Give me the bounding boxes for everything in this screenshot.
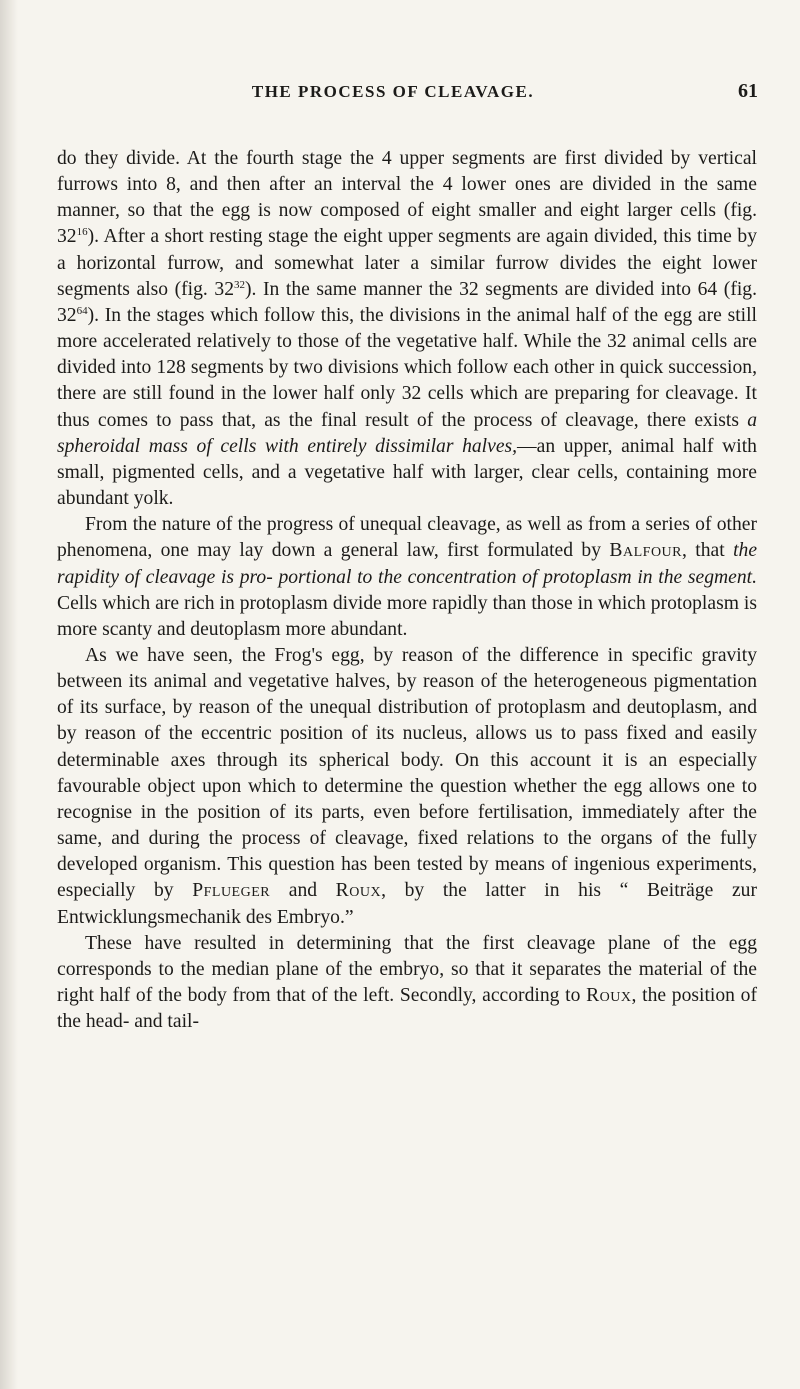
running-head: THE PROCESS OF CLEAVAGE.	[251, 82, 535, 101]
paragraph-2	[57, 512, 757, 643]
text-run: , the position of the head- and tail-	[57, 985, 757, 1033]
paragraph-3	[57, 643, 757, 931]
text-run: , by the latter in his “ Beiträge zur Entwicklungsmechanik des Embryo.”	[57, 880, 757, 928]
text-run: and	[270, 880, 336, 902]
text-run: , that	[682, 540, 734, 562]
author-name: Roux	[586, 985, 632, 1006]
paragraph-1	[57, 146, 757, 512]
superscript: 64	[76, 304, 88, 317]
text-run: As we have seen, the Frog's egg, by reason of the difference in specific gravity between its animal and vegetative halves, by reason of the heterogeneous pigmentation of its surface, by reason of the unequal distribution of protoplasm and deutoplasm, and by reason of the eccentric position of its nucleus, allows us to pass fixed and easily determinable axes through its spherical body. On this account it is an especially favourable object upon which to determine the question whether the egg allows one to recognise in the position of its parts, even before fertilisation, immediately after the same, and during the process of cleavage, fixed relations to the organs of the fully developed organism. This question has been tested by means of ingenious experiments, especially by	[57, 644, 757, 902]
superscript: 16	[76, 226, 88, 239]
page-number: 61	[738, 80, 758, 102]
text-run: From the nature of the progress of unequal cleavage, as well as from a series of other phenomena, one may lay down a general law, first formulated by	[57, 514, 757, 562]
text-run: ). After a short resting stage the eight upper segments are again divided, this time by a horizontal furrow, and somewhat later a similar furrow divides the eight lower segments also (fig. 32	[57, 226, 757, 300]
italic-phrase: a spheroidal mass of cells with entirely dissimilar halves,	[57, 409, 757, 457]
body-text	[57, 146, 757, 1035]
page-header	[28, 82, 758, 112]
text-run: —an upper, animal half with small, pigmented cells, and a vegetative half with larger, clear cells, containing more abundant yolk.	[57, 435, 757, 510]
text-run: do they divide. At the fourth stage the 4 upper segments are first divided by vertical furrows into 8, and then after an interval the 4 lower ones are divided in the same manner, so that the egg is now composed of eight smaller and eight larger cells (fig. 32	[57, 148, 757, 248]
paragraph-4	[57, 931, 757, 1036]
italic-phrase: the rapidity of cleavage is pro- portional to the concentration of protoplasm in the segment.	[57, 540, 758, 588]
author-name: Balfour	[609, 540, 682, 562]
author-name: Pflueger	[192, 880, 271, 902]
text-run: ). In the stages which follow this, the divisions in the animal half of the egg are still more accelerated relatively to those of the vegetative half. While the 32 animal cells are divided into 128 segments by two divisions which follow each other in quick succession, there are still found in the lower half only 32 cells which are preparing for cleavage. It thus comes to pass that, as the final result of the process of cleavage, there exists	[57, 304, 757, 431]
superscript: 32	[234, 278, 245, 291]
text-run: ). In the same manner the 32 segments are divided into 64 (fig. 32	[57, 278, 757, 326]
text-run: These have resulted in determining that the first cleavage plane of the egg corresponds to the median plane of the embryo, so that it separates the material of the right half of the body from that of the left. Secondly, according to	[57, 932, 757, 1006]
text-run: Cells which are rich in protoplasm divide more rapidly than those in which protoplasm is more scanty and deutoplasm more abundant.	[57, 592, 757, 640]
author-name: Roux	[335, 880, 382, 902]
